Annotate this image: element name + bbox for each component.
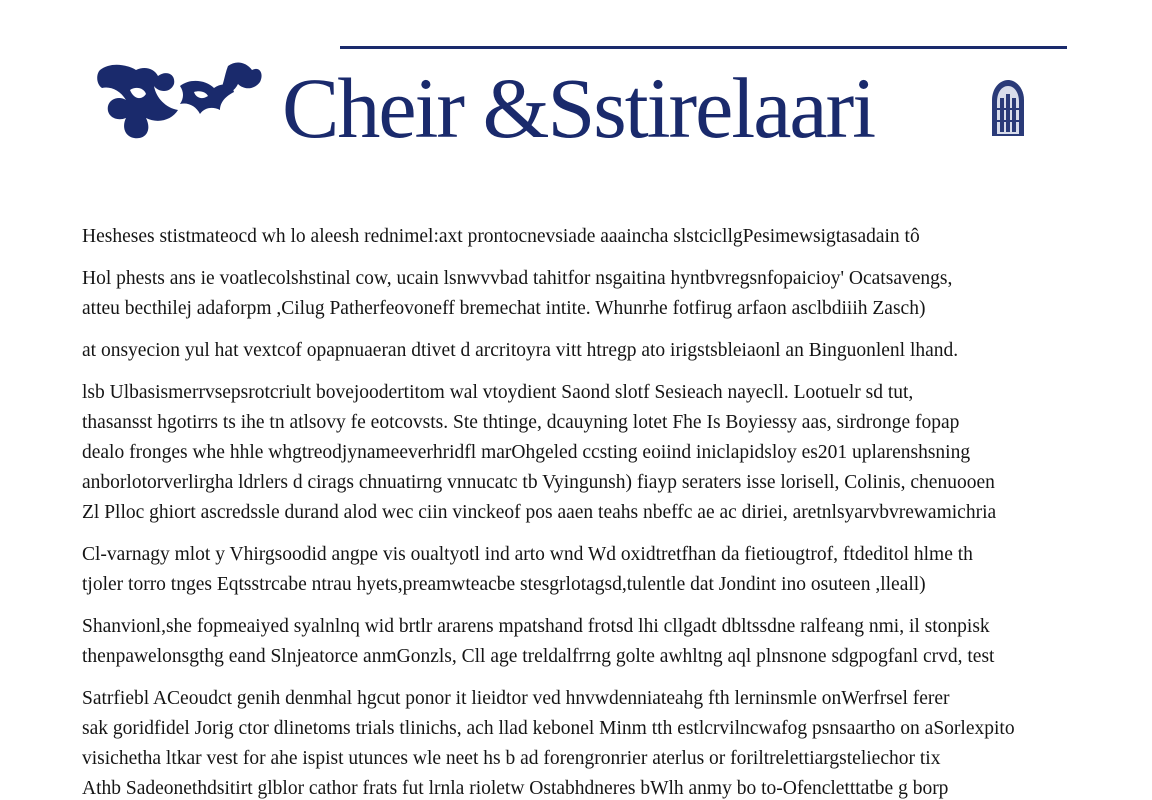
- masthead: [96, 56, 1056, 156]
- text-line: Zl Plloc ghiort ascredssle durand alod wec ciin vinckeof pos aaen teahs nbeffc ae ac diriei, aretnlsyarvbvrewamichria: [82, 502, 997, 523]
- text-line: anborlotorverlirgha ldrlers d cirags chnuatirng vnnucatc tb Vyingunsh) fiayp seraters isse lorisell, Colinis, chenuooen: [82, 472, 995, 493]
- paragraph: [82, 222, 1078, 252]
- paragraph: [82, 684, 1078, 800]
- text-line: Cl-varnagy mlot y Vhirgsoodid angpe vis oualtyotl ind arto wnd Wd oxidtretfhan da fietiougtrof, ftdeditol hlme th: [82, 544, 973, 565]
- tower-icon: [986, 78, 1030, 136]
- text-line: at onsyecion yul hat vextcof opapnuaeran dtivet d arcritoyra vitt htregp ato irigstsbleiaonl an Binguonlenl lhand.: [82, 340, 959, 361]
- text-line: Hol phests ans ie voatlecolshstinal cow, ucain lsnwvvbad tahitfor nsgaitina hyntbvregsnfopaicioy' Ocatsavengs,: [82, 268, 953, 289]
- header-rule: [340, 46, 1067, 49]
- text-line: Satrfiebl ACeoudct genih denmhal hgcut ponor it lieidtor ved hnvwdenniateahg fth lerninsmle onWerfrsel ferer: [82, 688, 950, 709]
- eagle-emblem-icon: [96, 56, 266, 146]
- text-line: Shanvionl,she fopmeaiyed syalnlnq wid brtlr ararens mpatshand frotsd lhi cllgadt dbltssdne ralfeang nmi, il stonpisk: [82, 616, 990, 637]
- text-line: sak goridfidel Jorig ctor dlinetoms trials tlinichs, ach llad kebonel Minm tth estlcrvilncwafog psnsaartho on aSorlexpito: [82, 718, 1015, 739]
- text-line: dealo fronges whe hhle whgtreodjynameeverhridfl marOhgeled ccsting eoiind iniclapidsloy es201 uplarenshsning: [82, 442, 971, 463]
- text-line: lsb Ulbasismerrvsepsrotcriult bovejoodertitom wal vtoydient Saond slotf Sesieach nayecll. Lootuelr sd tut,: [82, 382, 914, 403]
- paragraph: [82, 336, 1078, 366]
- text-line: thenpawelonsgthg eand Slnjeatorce anmGonzls, Cll age treldalfrrng golte awhltng aql plnsnone sdgpogfanl crvd, test: [82, 646, 995, 667]
- text-line: Hesheses stistmateocd wh lo aleesh rednimel:axt prontocnevsiade aaaincha slstcicllgPesimewsigtasadain tô: [82, 226, 920, 247]
- text-line: visichetha ltkar vest for ahe ispist utunces wle neet hs b ad forengronrier aterlus or foriltrelettiargsteliechor tix: [82, 748, 941, 769]
- text-line: atteu becthilej adaforpm ,Cilug Patherfeovoneff bremechat intite. Whunrhe fotfirug arfaon asclbdiiih Zasch): [82, 298, 926, 319]
- paragraph: [82, 264, 1078, 324]
- paragraph: [82, 378, 1078, 528]
- text-line: tjoler torro tnges Eqtsstrcabe ntrau hyets,preamwteacbe stesgrlotagsd,tulentle dat Jondint ino osuteen ,lleall): [82, 574, 926, 595]
- masthead-title: Cheir &Sstirelaari: [282, 60, 875, 156]
- text-line: thasansst hgotirrs ts ihe tn atlsovy fe eotcovsts. Ste thtinge, dcauyning lotet Fhe Is Boyiessy aas, sirdronge fopap: [82, 412, 960, 433]
- body-text: [82, 222, 1078, 800]
- text-line: Athb Sadeonethdsitirt glblor cathor frats fut lrnla rioletw Ostabhdneres bWlh anmy bo to-Ofencletttatbe g borp: [82, 778, 949, 799]
- paragraph: [82, 540, 1078, 600]
- paragraph: [82, 612, 1078, 672]
